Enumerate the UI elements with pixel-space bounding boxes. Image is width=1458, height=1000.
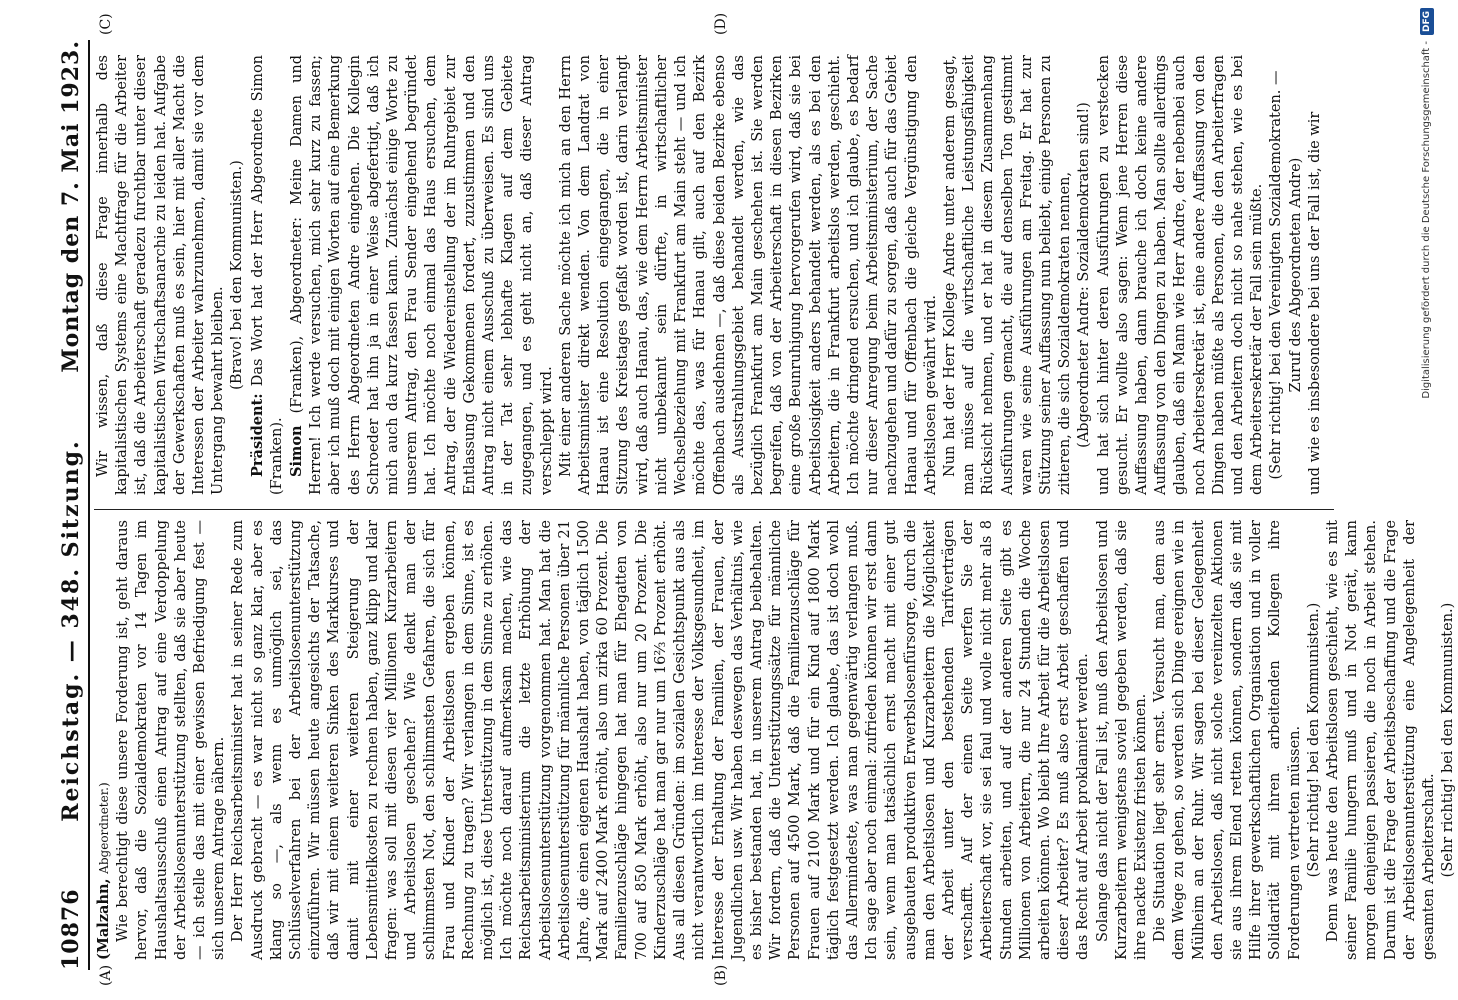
page-number: 10876 (58, 888, 84, 970)
column-divider (94, 509, 1334, 510)
margin-mark-c: (C) (98, 13, 114, 35)
dfg-logo: DFG (1420, 8, 1434, 35)
right-column (94, 55, 1334, 495)
paragraph: Mit einer anderen Sache möchte ich mich an den Herrn Arbeitsminister direkt wenden. Von dem Landrat von Hanau ist eine Resolution eingegangen, die in einer Sitzung des Kreistages gefaßt worden ist, darin verlangt wird, daß auch Hanau, das, wie dem Herrn Arbeitsminister nicht unbekannt sein dürfte, in wirtschaftlicher Wechselbeziehung mit Frankfurt am Main steht — und ich möchte das, was für Hanau gilt, auch auf den Bezirk Offenbach ausdehnen —, daß diese beiden Bezirke ebenso als Ausstrahlungsgebiet behandelt werden, wie das bezüglich Frankfurt am Main geschehen ist. Sie werden begreifen, daß von der Arbeiterschaft in diesen Bezirken eine große Beunruhigung hervorgerufen wird, daß sie bei Arbeitslosigkeit anders behandelt werden, als es bei den Arbeitern, die in Frankfurt arbeitslos werden, geschieht. Ich möchte dringend ersuchen, und ich glaube, es bedarf nur dieser Anregung beim Arbeitsministerium, der Sache nachzugehen und dafür zu sorgen, daß auch für das Gebiet Hanau und für Offenbach die gleiche Vergünstigung den Arbeitslosen gewährt wird. (557, 55, 939, 495)
speaker-name: (Malzahn, (95, 878, 112, 960)
paragraph: Solange das nicht der Fall ist, muß den Arbeitslosen und Kurzarbeitern wenigstens soviel gegeben werden, daß sie ihre nackte Existenz fristen können. (1094, 520, 1149, 960)
paragraph: Nun hat der Herr Kollege Andre unter anderem gesagt, man müsse auf die wirtschaftliche Leistungsfähigkeit Rücksicht nehmen, und er hat in diesem Zusammenhang Ausführungen gemacht, die auf denselben Ton gestimmt waren wie seine Ausführungen am Freitag. Er hat zur Stützung seiner Auffassung nun beliebt, einige Personen zu zitieren, die sich Sozialdemokraten nennen, (941, 55, 1074, 495)
speaker-line (94, 520, 114, 960)
speaker2-line (287, 55, 557, 495)
paragraph: und wie es insbesondere bei uns der Fall ist, die wir (1306, 111, 1323, 495)
interjection: (Sehr richtig! bei den Vereinigten Sozialdemokraten. — Zuruf des Abgeordneten Andre) (1268, 70, 1304, 480)
speaker-role: Abgeordneter.) (97, 782, 111, 874)
speaker2-role: (Franken), Abgeordneter: (289, 217, 306, 414)
president-text: Das Wort hat der Herr Abgeordnete Simon (Franken). (249, 54, 285, 495)
paragraph: Wie berechtigt diese unsere Forderung ist, geht daraus hervor, daß die Sozialdemokraten vor 14 Tagen im Haushaltsausschuß einen Antrag auf eine Verdoppelung der Arbeitslosenunterstützung stellten, daß sie aber heute — ich stelle das mit einer gewissen Befriedigung fest — sich unserem Antrage nähern. (115, 520, 228, 960)
interjection: (Abgeordneter Andre: Sozialdemokraten sind!) (1076, 102, 1093, 448)
paragraph: Die Situation liegt sehr ernst. Versucht man, dem aus dem Wege zu gehen, so werden sich Dinge ereignen wie in Mülheim an der Ruhr. Wir sagen bei dieser Gelegenheit den Arbeitslosen, daß nicht solche vereinzelten Aktionen sie aus ihrem Elend retten können, sondern daß sie mit Hilfe ihrer gewerkschaftlichen Organisation und in voller Solidarität mit ihren arbeitenden Kollegen ihre Forderungen vertreten müssen. (1152, 520, 1303, 960)
president-label: Präsident: (248, 393, 266, 477)
interjection: (Bravo! bei den Kommunisten.) (229, 160, 246, 390)
page-header (48, 40, 90, 970)
margin-mark-a: (A) (98, 964, 114, 986)
paragraph: Wir wissen, daß diese Frage innerhalb des kapitalistischen Systems eine Machtfrage für die Arbeiter ist, daß die Arbeiterschaft geradezu furchtbar unter dieser kapitalistischen Wirtschaftsanarchie zu leiden hat. Aufgabe der Gewerkschaften muß es sein, hier mit aller Macht die Interessen der Arbeiter wahrzunehmen, damit sie vor dem Untergang bewahrt bleiben. (95, 55, 227, 495)
page-title: Reichstag. — 348. Sitzung. (58, 439, 84, 822)
credit-text-row (1418, 0, 1436, 1000)
speaker2-name: Simon (288, 425, 306, 477)
page-date: Montag den 7. Mai 1923. (58, 40, 84, 373)
margin-mark-d: (D) (713, 12, 729, 35)
paragraph: Denn was heute den Arbeitslosen geschieht, wie es mit seiner Familie hungern muß und in Not gerät, kann morgen denjenigen passieren, die noch in Arbeit stehen. Darum ist die Frage der Arbeitsbeschaffung und die Frage der Arbeitslosenunterstützung eine Angelegenheit der gesamten Arbeiterschaft. (1325, 520, 1438, 960)
paragraph: und hat sich hinter deren Ausführungen zu verstecken gesucht. Er wollte also sagen: Wenn jene Herren diese Auffassung haben, dann brauche ich doch keine andere Auffassung von den Dingen zu haben. Man sollte allerdings glauben, daß ein Mann wie Herr Andre, der nebenbei auch noch Arbeitersekretär ist, eine andere Auffassung von den Dingen haben müßte als Personen, die den Arbeiterfragen und den Arbeitern doch nicht so nahe stehen, wie es bei dem Arbeitersekretär der Fall sein müßte. (1095, 55, 1266, 495)
left-column (94, 520, 1457, 960)
president-line (248, 55, 287, 495)
margin-mark-b: (B) (713, 964, 729, 986)
speaker2-text: Meine Damen und Herren! Ich werde versuchen, mich sehr kurz zu fassen; aber ich muß doch mit einigen Worten auf eine Bemerkung des Herrn Abgeordneten Andre eingehen. Die Kollegin Schroeder hat ihn ja in einer Weise abgefertigt, daß ich mich auch da kurz fassen kann. Zunächst einige Worte zu unserem Antrag, den Frau Sender eingehend begründet hat. Ich möchte noch einmal das Haus ersuchen, dem Antrag, der die Wiedereinstellung der im Ruhrgebiet zur Entlassung Gekommenen fordert, zuzustimmen und den Antrag nicht einem Ausschuß zu überweisen. Es sind uns in der Tat sehr lebhafte Klagen auf dem Gebiete zugegangen, und es geht nicht an, daß dieser Antrag verschleppt wird. (289, 54, 555, 495)
digitization-credit (1416, 0, 1434, 1000)
interjection: (Sehr richtig! bei den Kommunisten.) (1305, 602, 1322, 878)
credit-text: Digitalisierung gefördert durch die Deutsche Forschungsgemeinschaft - (1421, 41, 1432, 399)
paragraph: Der Herr Reichsarbeitsminister hat in seiner Rede zum Ausdruck gebracht — es war nicht so ganz klar, aber es klang so —, als wenn es unmöglich sei, das Schlüsselverfahren bei der Arbeitslosenunterstützung einzuführen. Wir müssen heute angesichts der Tatsache, daß wir mit einem weiteren Sinken des Markkurses und damit mit einer weiteren Steigerung der Lebensmittelkosten zu rechnen haben, ganz klipp und klar fragen: was soll mit diesen vier Millionen Kurzarbeitern und Arbeitslosen geschehen? Wie denkt man der schlimmsten Not, den schlimmsten Gefahren, die sich für Frau und Kinder der Arbeitslosen ergeben können, Rechnung zu tragen? Wir verlangen in dem Sinne, ist es möglich ist, diese Unterstützung in dem Sinne zu erhöhen. Ich möchte noch darauf aufmerksam machen, wie das Reichsarbeitsministerium die letzte Erhöhung der Arbeitslosenunterstützung vorgenommen hat. Man hat die Arbeitslosenunterstützung für männliche Personen über 21 Jahre, die einen eigenen Haushalt haben, von täglich 1500 Mark auf 2400 Mark erhöht, also um zirka 60 Prozent. Die Familienzuschläge hingegen hat man für Ehegatten von 700 auf 850 Mark erhöht, also nur um 20 Prozent. Die Kinderzuschläge hat man gar nur um 16⅔ Prozent erhöht. Aus all diesen Gründen: im sozialen Gesichtspunkt aus als nicht verantwortlich im Interesse der Volksgesundheit, im Interesse der Erhaltung der Familien, der Frauen, der Jugendlichen usw. Wir haben deswegen das Verhältnis, wie es bisher bestanden hat, in unserem Antrag beibehalten. Wir fordern, daß die Unterstützungssätze für männliche Personen auf 4500 Mark, daß die Familienzuschläge für Frauen auf 2100 Mark und für ein Kind auf 1800 Mark täglich festgesetzt werden. Ich glaube, das ist doch wohl das Allermindeste, was man gegenwärtig verlangen muß. Ich sage aber noch einmal: zufrieden können wir erst dann sein, wenn man tatsächlich ernst macht mit einer gut ausgebauten produktiven Erwerbslosenfürsorge, durch die man den Arbeitslosen und Kurzarbeitern die Möglichkeit der Arbeit unter den bestehenden Tarifverträgen verschafft. Auf der einen Seite werfen Sie der Arbeiterschaft vor, sie sei faul und wolle nicht mehr als 8 Stunden arbeiten, und auf der anderen Seite gibt es Millionen von Arbeitern, die nur 24 Stunden die Woche arbeiten können. Wo bleibt Ihre Arbeit für die Arbeitslosen dieser Arbeiter? Es muß also erst Arbeit geschaffen und das Recht auf Arbeit proklamiert werden. (230, 520, 1092, 960)
interjection: (Sehr richtig! bei den Kommunisten.) (1440, 602, 1457, 878)
